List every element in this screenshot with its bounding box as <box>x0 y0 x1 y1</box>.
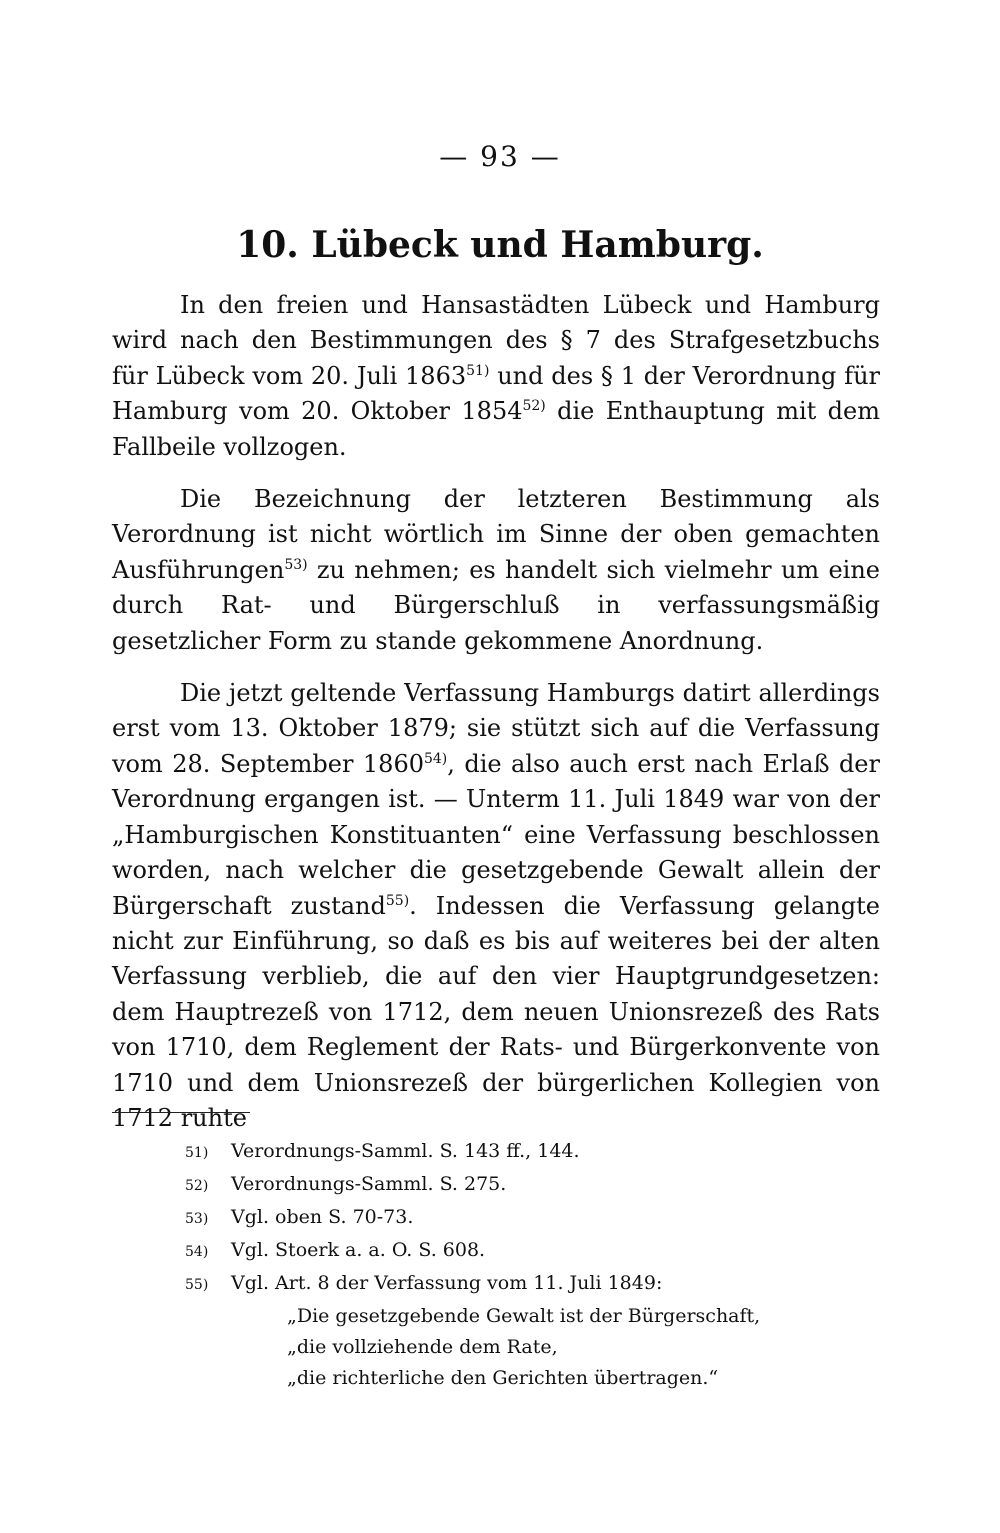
footnote-text: Vgl. oben S. 70-73. <box>231 1206 414 1228</box>
footnote-quote-line: „die vollziehende dem Rate, <box>287 1336 558 1358</box>
footnote-quote-line: „Die gesetzgebende Gewalt ist der Bürgerschaft, <box>287 1305 761 1327</box>
footnote-text: Vgl. Stoerk a. a. O. S. 608. <box>231 1239 486 1261</box>
paragraph-text: In den freien und Hansastädten Lübeck und Hamburg wird nach den Bestimmungen des § 7 des Strafgesetzbuchs für Lübeck vom 20. Juli 1863 <box>112 291 880 390</box>
footnote-ref: 51) <box>466 362 490 379</box>
footnote-text: Verordnungs-Samml. S. 275. <box>231 1173 507 1195</box>
footnote-number: 51) <box>185 1145 209 1161</box>
paragraph-text: zu nehmen; es handelt sich vielmehr um eine durch Rat- und Bürgerschluß in verfassungsmäßig gesetzlicher Form zu stande gekommene Anordnung. <box>112 555 880 655</box>
paragraph <box>112 288 880 465</box>
footnote <box>185 1169 885 1202</box>
body-text <box>112 288 880 1153</box>
paragraph <box>112 676 880 1136</box>
paragraph-text: . Indessen die Verfassung gelangte nicht zur Einführung, so daß es bis auf weiteres bei der alten Verfassung verblieb, die auf den vier Hauptgrundgesetzen: dem Hauptrezeß von 1712, dem neuen Unionsrezeß des Rats von 1710, dem Reglement der Rats- und Bürgerkonvente von 1710 und dem Unionsrezeß der bürgerlichen Kollegien von 1712 ruhte <box>112 891 881 1132</box>
footnote-ref: 54) <box>423 750 448 767</box>
paragraph-text: die Enthauptung mit dem Fallbeile vollzogen. <box>112 397 880 461</box>
paragraph <box>112 482 880 659</box>
paragraph-text: und des § 1 der Verordnung für Hamburg vom 20. Oktober 1854 <box>112 361 880 426</box>
footnotes <box>185 1136 885 1394</box>
paragraph-text: Die jetzt geltende Verfassung Hamburgs datirt allerdings erst vom 13. Oktober 1879; sie stützt sich auf die Verfassung vom 28. September 1860 <box>112 679 880 778</box>
footnote <box>185 1202 885 1235</box>
paragraph-text: , die also auch erst nach Erlaß der Verordnung ergangen ist. — Unterm 11. Juli 1849 war von der „Hamburgischen Konstituanten“ eine Verfassung beschlossen worden, nach welcher die gesetzgebende Gewalt allein der Bürgerschaft zustand <box>112 749 880 920</box>
footnote-ref: 53) <box>284 556 308 573</box>
footnote-number: 54) <box>185 1244 209 1260</box>
footnote-number: 55) <box>185 1277 209 1293</box>
footnote <box>185 1268 885 1301</box>
page-number: — 93 — <box>439 140 561 173</box>
footnote-text: Vgl. Art. 8 der Verfassung vom 11. Juli 1849: <box>231 1272 663 1294</box>
footnote <box>185 1235 885 1268</box>
footnote-ref: 55) <box>385 892 410 909</box>
footnote-text: Verordnungs-Samml. S. 143 ff., 144. <box>231 1140 580 1162</box>
footnote-number: 53) <box>185 1211 209 1227</box>
footnote-ref: 52) <box>522 398 546 415</box>
paragraph-text: Die Bezeichnung der letzteren Bestimmung als Verordnung ist nicht wörtlich im Sinne der oben gemachten Ausführungen <box>112 485 880 584</box>
footnote <box>185 1136 885 1169</box>
footnote-number: 52) <box>185 1178 209 1194</box>
section-title: 10. Lübeck und Hamburg. <box>236 224 764 266</box>
footnote-divider <box>112 1112 250 1113</box>
footnote-quote-line: „die richterliche den Gerichten übertragen.“ <box>287 1367 719 1389</box>
